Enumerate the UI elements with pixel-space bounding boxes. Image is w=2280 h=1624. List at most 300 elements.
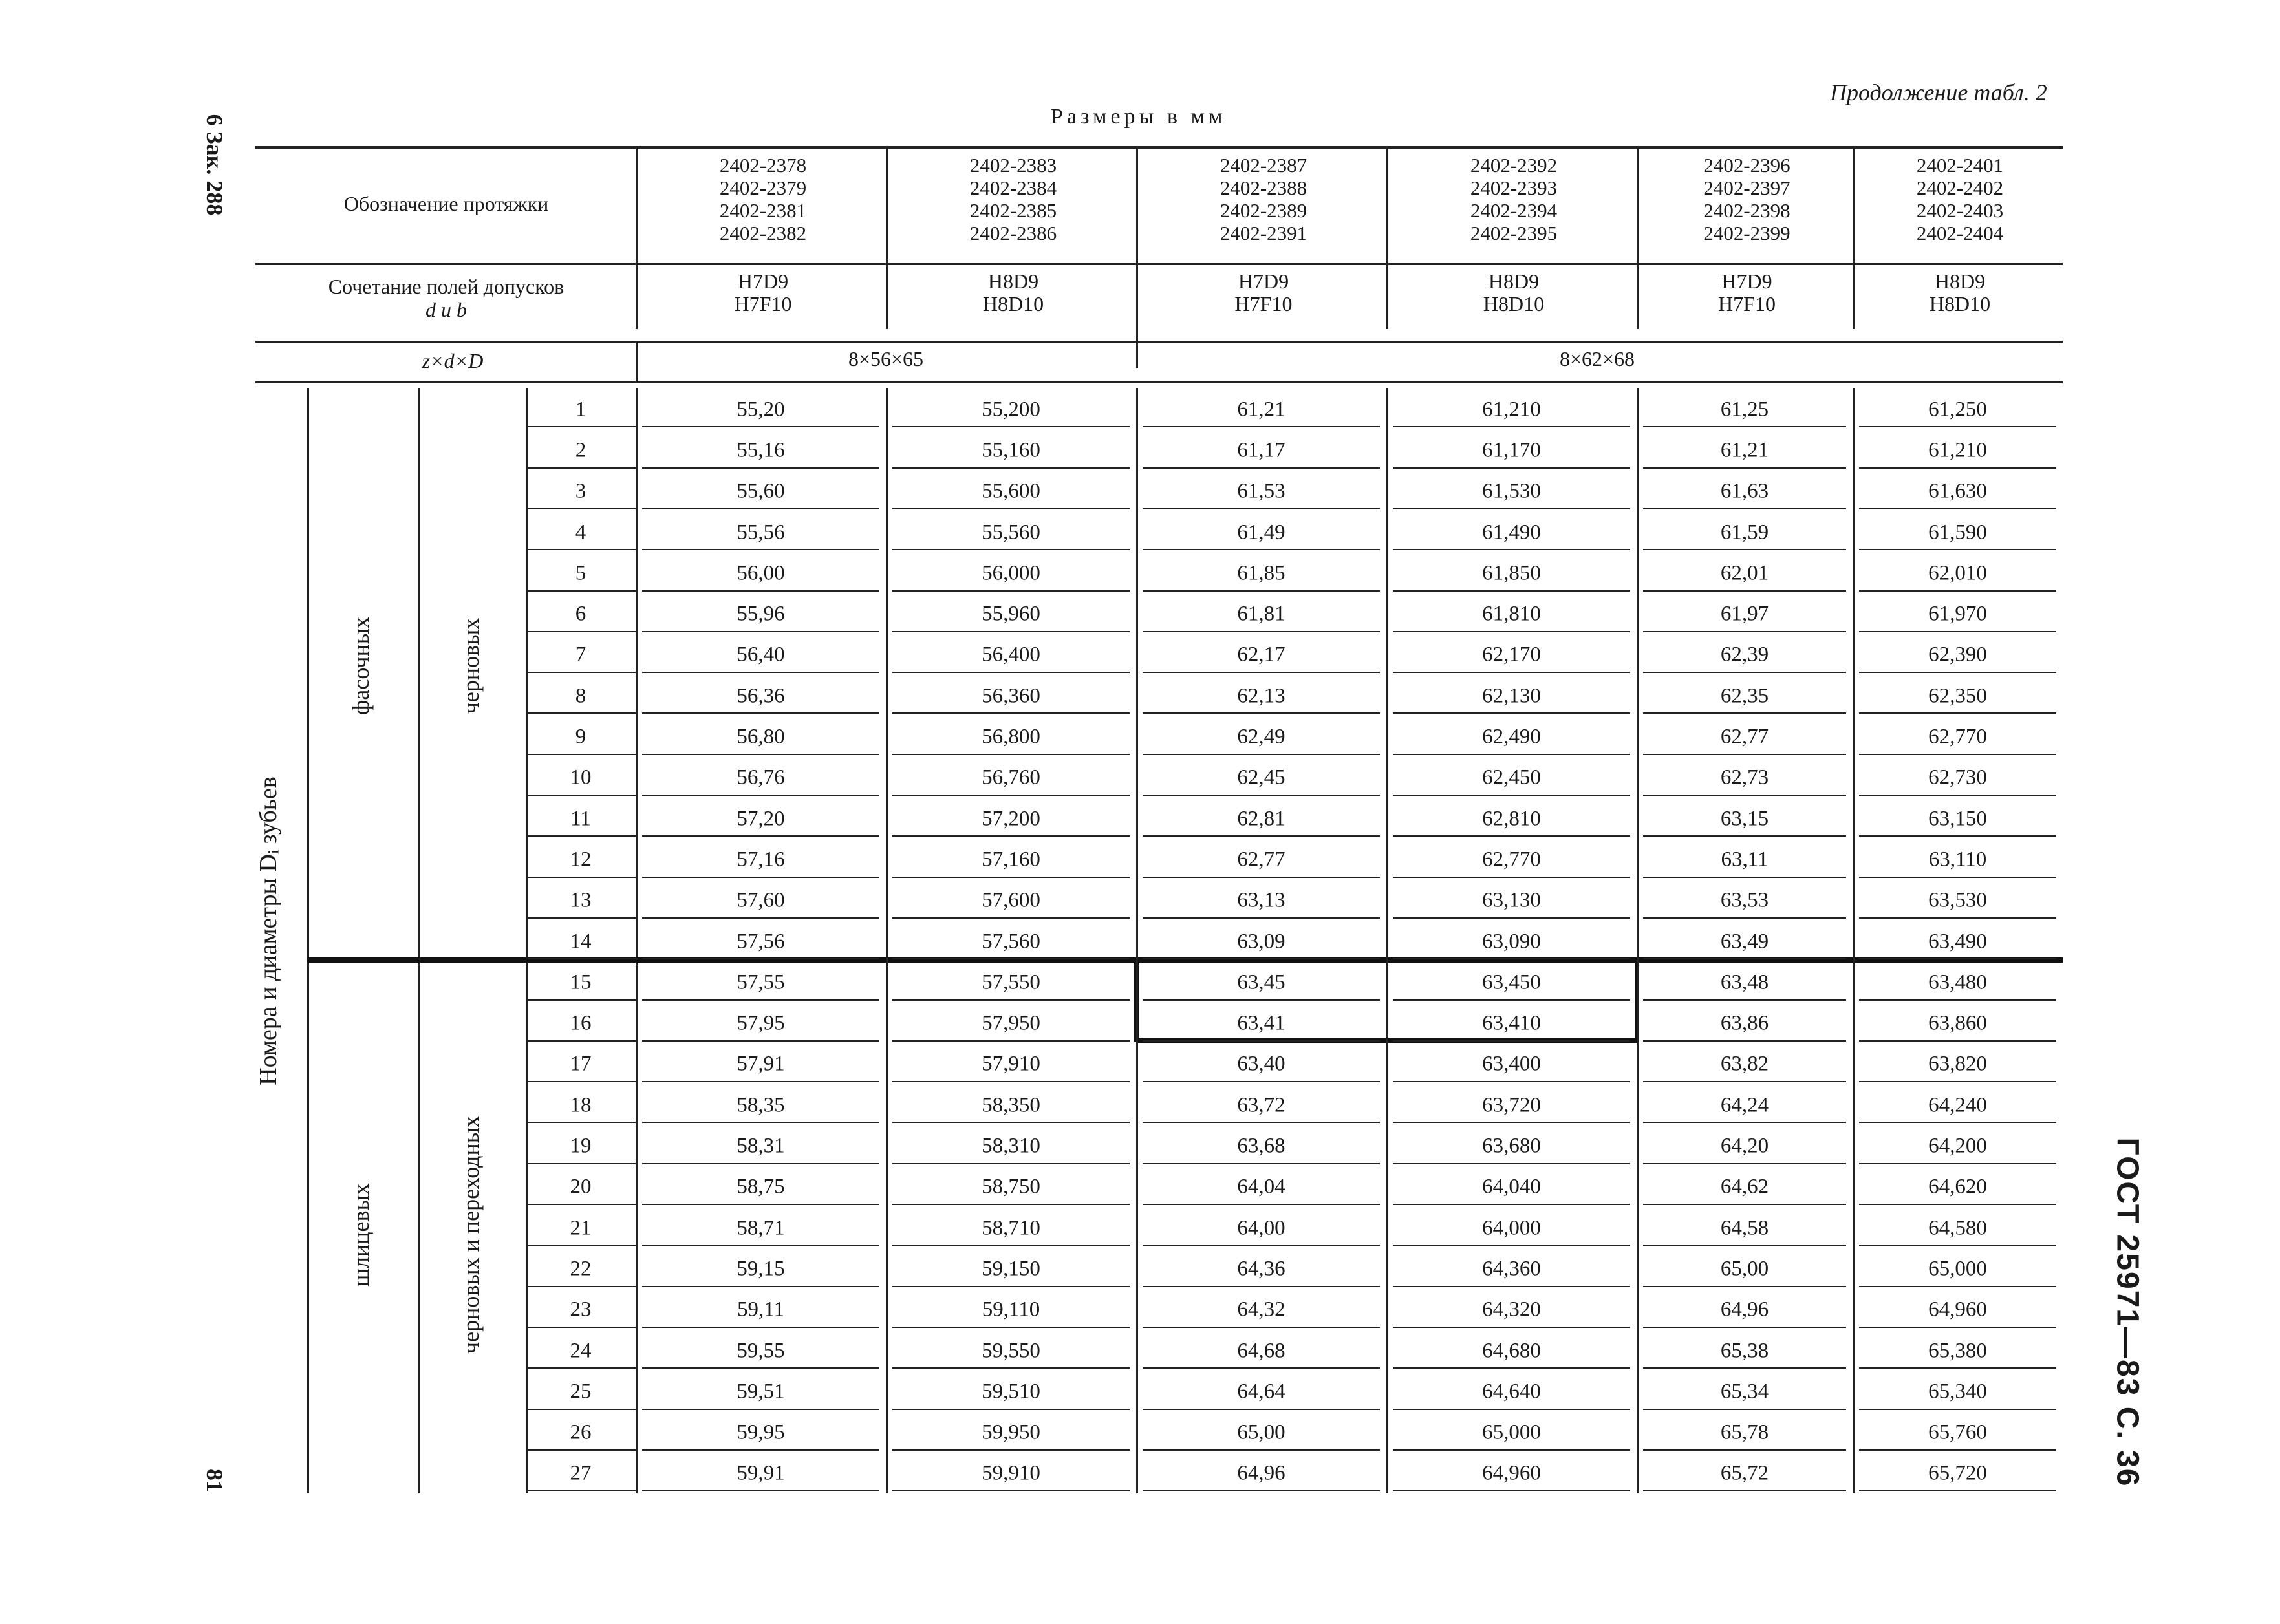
- diameter-cell: 64,68: [1237, 1339, 1285, 1363]
- cell-underline: [1859, 877, 2056, 878]
- cell-underline: [642, 958, 879, 959]
- cell-underline: [1859, 835, 2056, 837]
- size-group-1: 8×56×65: [848, 347, 924, 370]
- diameter-cell: 63,45: [1237, 970, 1285, 994]
- cell-underline: [892, 426, 1130, 427]
- row-number: 19: [570, 1134, 592, 1158]
- cell-underline: [642, 1245, 879, 1246]
- cell-underline: [642, 1286, 879, 1287]
- diameter-cell: 57,91: [737, 1052, 785, 1076]
- cell-underline: [526, 1409, 636, 1410]
- diameter-cell: 61,170: [1482, 438, 1541, 462]
- diameter-cell: 58,710: [982, 1216, 1040, 1240]
- cell-underline: [892, 754, 1130, 755]
- diameter-cell: 64,620: [1928, 1175, 1987, 1199]
- cell-underline: [892, 1327, 1130, 1328]
- cell-underline: [1143, 877, 1380, 878]
- cell-underline: [1859, 1409, 2056, 1410]
- diameter-cell: 61,21: [1720, 438, 1769, 462]
- diameter-cell: 64,32: [1237, 1298, 1285, 1321]
- diameter-cell: 58,750: [982, 1175, 1040, 1199]
- diameter-cell: 64,960: [1482, 1461, 1541, 1485]
- cell-underline: [1143, 1245, 1380, 1246]
- diameter-cell: 64,64: [1237, 1380, 1285, 1404]
- cell-underline: [1643, 1327, 1846, 1328]
- cell-underline: [892, 958, 1130, 959]
- row-number: 13: [570, 888, 592, 912]
- diameter-cell: 62,810: [1482, 807, 1541, 831]
- cell-underline: [1143, 712, 1380, 714]
- cell-underline: [1143, 917, 1380, 919]
- cell-underline: [642, 1449, 879, 1451]
- diameter-cell: 63,41: [1237, 1011, 1285, 1035]
- cell-underline: [1143, 467, 1380, 469]
- cell-underline: [526, 712, 636, 714]
- cell-underline: [1859, 958, 2056, 959]
- diameter-cell: 59,950: [982, 1420, 1040, 1444]
- diameter-cell: 59,95: [737, 1420, 785, 1444]
- diameter-cell: 63,490: [1928, 930, 1987, 954]
- cell-underline: [1859, 426, 2056, 427]
- diameter-cell: 61,850: [1482, 561, 1541, 585]
- cell-underline: [1393, 1081, 1630, 1082]
- cell-underline: [1643, 1122, 1846, 1123]
- diameter-cell: 65,78: [1720, 1420, 1769, 1444]
- cell-underline: [1393, 467, 1630, 469]
- diameter-cell: 59,55: [737, 1339, 785, 1363]
- diameter-cell: 62,13: [1237, 684, 1285, 708]
- cell-underline: [892, 631, 1130, 632]
- cell-underline: [892, 999, 1130, 1001]
- diameter-cell: 61,210: [1482, 398, 1541, 422]
- cell-underline: [1859, 672, 2056, 673]
- cell-underline: [1143, 754, 1380, 755]
- cell-underline: [642, 1367, 879, 1369]
- cell-underline: [1393, 1245, 1630, 1246]
- cell-underline: [1393, 1204, 1630, 1205]
- cell-underline: [1643, 1163, 1846, 1164]
- cell-underline: [1859, 1367, 2056, 1369]
- data-column-rule-5: [1853, 388, 1855, 1493]
- diameter-cell: 56,800: [982, 725, 1040, 749]
- diameter-cell: 63,49: [1720, 930, 1769, 954]
- cell-underline: [1859, 1040, 2056, 1042]
- cell-underline: [642, 877, 879, 878]
- cell-underline: [1393, 835, 1630, 837]
- row-number: 10: [570, 765, 592, 789]
- diameter-cell: 62,35: [1720, 684, 1769, 708]
- tolerance-col-4: H8D9 H8D10: [1483, 270, 1545, 315]
- diameter-cell: 62,77: [1720, 725, 1769, 749]
- diameter-cell: 61,590: [1928, 520, 1987, 544]
- cell-underline: [1859, 631, 2056, 632]
- cell-underline: [526, 1286, 636, 1287]
- diameter-cell: 61,53: [1237, 479, 1285, 503]
- diameter-cell: 65,000: [1482, 1420, 1541, 1444]
- diameter-cell: 62,450: [1482, 765, 1541, 789]
- diameter-cell: 56,80: [737, 725, 785, 749]
- cell-underline: [1143, 1204, 1380, 1205]
- cell-underline: [1643, 672, 1846, 673]
- row-number: 14: [570, 930, 592, 954]
- cell-underline: [1643, 1081, 1846, 1082]
- cell-underline: [642, 754, 879, 755]
- cell-underline: [642, 631, 879, 632]
- diameter-cell: 64,00: [1237, 1216, 1285, 1240]
- diameter-cell: 57,56: [737, 930, 785, 954]
- diameter-cell: 59,110: [982, 1298, 1040, 1321]
- cell-underline: [1643, 712, 1846, 714]
- diameter-cell: 62,170: [1482, 643, 1541, 667]
- cell-underline: [526, 1122, 636, 1123]
- diameter-cell: 64,640: [1482, 1380, 1541, 1404]
- diameter-cell: 65,760: [1928, 1420, 1987, 1444]
- tolerance-header-line-2: d и b: [425, 298, 467, 321]
- diameter-cell: 63,820: [1928, 1052, 1987, 1076]
- cell-underline: [526, 999, 636, 1001]
- cell-underline: [1643, 1245, 1846, 1246]
- row-number: 9: [575, 725, 586, 749]
- diameter-cell: 62,01: [1720, 561, 1769, 585]
- spline-group-label: шлицевых: [348, 1183, 374, 1287]
- diameter-cell: 57,910: [982, 1052, 1040, 1076]
- cell-underline: [1643, 1409, 1846, 1410]
- cell-underline: [892, 1245, 1130, 1246]
- cell-underline: [642, 999, 879, 1001]
- diameter-cell: 61,250: [1928, 398, 1987, 422]
- diameter-cell: 62,77: [1237, 848, 1285, 871]
- diameter-cell: 63,400: [1482, 1052, 1541, 1076]
- cell-underline: [1859, 1449, 2056, 1451]
- cell-underline: [1393, 1327, 1630, 1328]
- diameter-cell: 65,00: [1720, 1257, 1769, 1281]
- cell-underline: [1643, 590, 1846, 592]
- cell-underline: [642, 1490, 879, 1491]
- cell-underline: [1143, 999, 1380, 1001]
- cell-underline: [1393, 426, 1630, 427]
- diameter-cell: 57,200: [982, 807, 1040, 831]
- diameter-cell: 62,130: [1482, 684, 1541, 708]
- cell-underline: [1143, 1367, 1380, 1369]
- cell-underline: [892, 1286, 1130, 1287]
- diameter-cell: 56,76: [737, 765, 785, 789]
- diameter-cell: 55,16: [737, 438, 785, 462]
- diameter-cell: 62,770: [1928, 725, 1987, 749]
- cell-underline: [642, 1409, 879, 1410]
- diameter-cell: 59,150: [982, 1257, 1040, 1281]
- cell-underline: [1143, 1081, 1380, 1082]
- row-number: 27: [570, 1461, 592, 1485]
- cell-underline: [1859, 1327, 2056, 1328]
- diameter-cell: 64,580: [1928, 1216, 1987, 1240]
- diameter-cell: 64,240: [1928, 1093, 1987, 1117]
- diameter-cell: 61,63: [1720, 479, 1769, 503]
- diameter-cell: 64,960: [1928, 1298, 1987, 1321]
- diameter-cell: 63,450: [1482, 970, 1541, 994]
- cell-underline: [892, 1122, 1130, 1123]
- cell-underline: [1643, 795, 1846, 796]
- row-number: 16: [570, 1011, 592, 1035]
- diameter-cell: 61,490: [1482, 520, 1541, 544]
- diameter-cell: 61,630: [1928, 479, 1987, 503]
- cell-underline: [526, 877, 636, 878]
- roughing-sub-label-1: черновых: [458, 617, 484, 714]
- diameter-cell: 62,45: [1237, 765, 1285, 789]
- cell-underline: [526, 426, 636, 427]
- cell-underline: [642, 1163, 879, 1164]
- diameter-cell: 59,15: [737, 1257, 785, 1281]
- cell-underline: [892, 549, 1130, 550]
- cell-underline: [892, 590, 1130, 592]
- row-number: 11: [570, 807, 591, 831]
- cell-underline: [1643, 1490, 1846, 1491]
- diameter-cell: 64,040: [1482, 1175, 1541, 1199]
- row-number: 17: [570, 1052, 592, 1076]
- diameter-cell: 61,17: [1237, 438, 1285, 462]
- cell-underline: [526, 467, 636, 469]
- tolerance-col-2: H8D9 H8D10: [982, 270, 1044, 315]
- diameter-cell: 61,97: [1720, 602, 1769, 626]
- tolerance-col-5: H7D9 H7F10: [1718, 270, 1776, 315]
- cell-underline: [526, 549, 636, 550]
- cell-underline: [892, 1490, 1130, 1491]
- cell-underline: [526, 1245, 636, 1246]
- cell-underline: [892, 1449, 1130, 1451]
- row-number: 2: [575, 438, 586, 462]
- diameter-cell: 64,680: [1482, 1339, 1541, 1363]
- row-number: 6: [575, 602, 586, 626]
- size-header: z×d×D: [422, 349, 484, 372]
- diameter-cell: 62,390: [1928, 643, 1987, 667]
- cell-underline: [1393, 754, 1630, 755]
- cell-underline: [892, 672, 1130, 673]
- cell-underline: [526, 1449, 636, 1451]
- cell-underline: [1143, 1122, 1380, 1123]
- cell-underline: [526, 754, 636, 755]
- cell-underline: [1393, 1286, 1630, 1287]
- cell-underline: [892, 712, 1130, 714]
- cell-underline: [1143, 1327, 1380, 1328]
- cell-underline: [1393, 631, 1630, 632]
- cell-underline: [526, 631, 636, 632]
- tolerance-col-1: H7D9 H7F10: [734, 270, 792, 315]
- cell-underline: [526, 1490, 636, 1491]
- cell-underline: [642, 1327, 879, 1328]
- row-number: 1: [575, 398, 586, 422]
- cell-underline: [1143, 1040, 1380, 1042]
- data-column-rule-1: [886, 388, 888, 1493]
- tolerance-col-3: H7D9 H7F10: [1234, 270, 1293, 315]
- diameter-cell: 55,96: [737, 602, 785, 626]
- cell-underline: [1643, 1286, 1846, 1287]
- designation-header: Обозначение протяжки: [343, 192, 549, 215]
- cell-underline: [1393, 549, 1630, 550]
- cell-underline: [892, 1409, 1130, 1410]
- left-margin-page-number: 81: [202, 1469, 228, 1492]
- diameter-cell: 59,910: [982, 1461, 1040, 1485]
- designation-col-1: 2402-2378 2402-2379 2402-2381 2402-2382: [719, 154, 807, 244]
- diameter-cell: 55,960: [982, 602, 1040, 626]
- cell-underline: [1643, 877, 1846, 878]
- diameter-cell: 55,600: [982, 479, 1040, 503]
- diameter-cell: 55,56: [737, 520, 785, 544]
- cell-underline: [1143, 549, 1380, 550]
- cell-underline: [642, 1081, 879, 1082]
- diameter-cell: 61,85: [1237, 561, 1285, 585]
- cell-underline: [1143, 426, 1380, 427]
- diameter-cell: 61,970: [1928, 602, 1987, 626]
- cell-underline: [642, 712, 879, 714]
- cell-underline: [642, 467, 879, 469]
- diameter-cell: 63,72: [1237, 1093, 1285, 1117]
- cell-underline: [892, 1040, 1130, 1042]
- diameter-cell: 56,00: [737, 561, 785, 585]
- cell-underline: [642, 672, 879, 673]
- gost-page-reference: ГОСТ 25971—83 С. 36: [2110, 1137, 2145, 1488]
- cell-underline: [1643, 1449, 1846, 1451]
- cell-underline: [1143, 835, 1380, 837]
- teeth-numbers-label: Номера и диаметры Dᵢ зубьев: [255, 776, 282, 1085]
- diameter-cell: 57,16: [737, 848, 785, 871]
- diameter-cell: 63,720: [1482, 1093, 1541, 1117]
- cell-underline: [1143, 1163, 1380, 1164]
- cell-underline: [892, 1163, 1130, 1164]
- diameter-cell: 57,550: [982, 970, 1040, 994]
- cell-underline: [642, 795, 879, 796]
- cell-underline: [526, 958, 636, 959]
- diameter-cell: 63,130: [1482, 888, 1541, 912]
- diameter-cell: 64,96: [1237, 1461, 1285, 1485]
- cell-underline: [1643, 549, 1846, 550]
- diameter-cell: 64,000: [1482, 1216, 1541, 1240]
- diameter-cell: 65,00: [1237, 1420, 1285, 1444]
- cell-underline: [892, 508, 1130, 509]
- left-margin-order-number: 6 Зак. 288: [202, 114, 228, 216]
- cell-underline: [1859, 999, 2056, 1001]
- diameter-cell: 63,090: [1482, 930, 1541, 954]
- diameter-cell: 57,20: [737, 807, 785, 831]
- diameter-cell: 64,96: [1720, 1298, 1769, 1321]
- diameter-cell: 63,860: [1928, 1011, 1987, 1035]
- cell-underline: [1143, 590, 1380, 592]
- row-number: 26: [570, 1420, 592, 1444]
- cell-underline: [1393, 795, 1630, 796]
- cell-underline: [1393, 1367, 1630, 1369]
- cell-underline: [642, 426, 879, 427]
- data-column-rule-3: [1386, 388, 1388, 1493]
- cell-underline: [892, 795, 1130, 796]
- cell-underline: [1393, 958, 1630, 959]
- diameter-cell: 63,48: [1720, 970, 1769, 994]
- diameter-cell: 58,71: [737, 1216, 785, 1240]
- cell-underline: [1859, 1163, 2056, 1164]
- diameter-cell: 62,81: [1237, 807, 1285, 831]
- diameter-cell: 61,21: [1237, 398, 1285, 422]
- diameter-cell: 61,530: [1482, 479, 1541, 503]
- diameter-cell: 57,55: [737, 970, 785, 994]
- diameter-cell: 65,720: [1928, 1461, 1987, 1485]
- diameter-cell: 64,62: [1720, 1175, 1769, 1199]
- diameter-cell: 61,59: [1720, 520, 1769, 544]
- cell-underline: [1859, 754, 2056, 755]
- diameter-cell: 64,20: [1720, 1134, 1769, 1158]
- diameter-cell: 63,480: [1928, 970, 1987, 994]
- diameter-cell: 61,25: [1720, 398, 1769, 422]
- diameter-cell: 57,95: [737, 1011, 785, 1035]
- cell-underline: [526, 672, 636, 673]
- designation-col-2: 2402-2383 2402-2384 2402-2385 2402-2386: [969, 154, 1057, 244]
- diameter-cell: 58,310: [982, 1134, 1040, 1158]
- diameter-cell: 63,82: [1720, 1052, 1769, 1076]
- cell-underline: [1393, 712, 1630, 714]
- cell-underline: [642, 590, 879, 592]
- row-number: 22: [570, 1257, 592, 1281]
- cell-underline: [892, 1081, 1130, 1082]
- diameter-cell: 62,770: [1482, 848, 1541, 871]
- diameter-cell: 63,15: [1720, 807, 1769, 831]
- diameter-cell: 56,760: [982, 765, 1040, 789]
- cell-underline: [1143, 1409, 1380, 1410]
- diameter-cell: 62,17: [1237, 643, 1285, 667]
- cell-underline: [1859, 1204, 2056, 1205]
- cell-underline: [1643, 1040, 1846, 1042]
- cell-underline: [1393, 1163, 1630, 1164]
- diameter-cell: 57,560: [982, 930, 1040, 954]
- diameter-cell: 58,35: [737, 1093, 785, 1117]
- size-group-2: 8×62×68: [1559, 347, 1635, 370]
- diameter-cell: 59,11: [737, 1298, 785, 1321]
- cell-underline: [1643, 835, 1846, 837]
- cell-underline: [526, 508, 636, 509]
- diameter-cell: 57,950: [982, 1011, 1040, 1035]
- cell-underline: [1643, 1204, 1846, 1205]
- diameter-cell: 64,04: [1237, 1175, 1285, 1199]
- diameter-cell: 59,510: [982, 1380, 1040, 1404]
- data-column-rule-4: [1637, 388, 1639, 1493]
- diameter-cell: 62,39: [1720, 643, 1769, 667]
- cell-underline: [1393, 1122, 1630, 1123]
- diameter-cell: 64,24: [1720, 1093, 1769, 1117]
- row-number: 24: [570, 1339, 592, 1363]
- designation-col-3: 2402-2387 2402-2388 2402-2389 2402-2391: [1220, 154, 1307, 244]
- diameter-cell: 55,60: [737, 479, 785, 503]
- cell-underline: [892, 917, 1130, 919]
- cell-underline: [1859, 795, 2056, 796]
- cell-underline: [642, 549, 879, 550]
- diameter-cell: 63,11: [1721, 848, 1769, 871]
- cell-underline: [1143, 795, 1380, 796]
- cell-underline: [1643, 508, 1846, 509]
- diameter-cell: 62,010: [1928, 561, 1987, 585]
- diameter-cell: 56,360: [982, 684, 1040, 708]
- diameter-cell: 55,160: [982, 438, 1040, 462]
- cell-underline: [1393, 672, 1630, 673]
- diameter-cell: 64,36: [1237, 1257, 1285, 1281]
- cell-underline: [1143, 1449, 1380, 1451]
- diameter-cell: 61,81: [1237, 602, 1285, 626]
- diameter-cell: 62,730: [1928, 765, 1987, 789]
- diameter-cell: 65,38: [1720, 1339, 1769, 1363]
- diameter-cell: 59,550: [982, 1339, 1040, 1363]
- cell-underline: [1859, 508, 2056, 509]
- diameter-cell: 63,110: [1928, 848, 1987, 871]
- diameter-cell: 63,86: [1720, 1011, 1769, 1035]
- tolerance-header-line-1: Сочетание полей допусков: [328, 275, 565, 298]
- cell-underline: [526, 1327, 636, 1328]
- row-number: 21: [570, 1216, 592, 1240]
- continuation-label: Продолжение табл. 2: [1830, 80, 2047, 105]
- cell-underline: [526, 795, 636, 796]
